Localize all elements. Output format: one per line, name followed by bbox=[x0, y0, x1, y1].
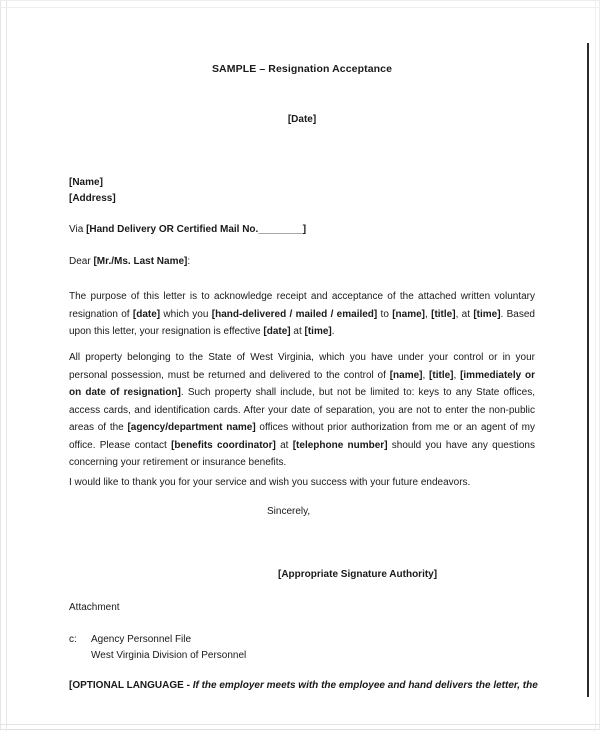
p2-placeholder-agency: [agency/department name] bbox=[127, 422, 256, 433]
p2-text-3: , bbox=[453, 369, 461, 381]
p2-text-2: , bbox=[422, 369, 430, 381]
optional-language-note bbox=[69, 680, 539, 691]
optional-language-lead: [OPTIONAL LANGUAGE - bbox=[69, 680, 193, 691]
cc-recipient-1: Agency Personnel File bbox=[91, 634, 192, 645]
salutation-name-placeholder: [Mr./Ms. Last Name] bbox=[93, 256, 188, 267]
p1-text-8: . bbox=[331, 326, 335, 337]
cc-second-row bbox=[69, 648, 246, 664]
p2-text-7: should you have any questions concerning your retirement or insurance benefits. bbox=[69, 439, 535, 468]
p1-placeholder-title: [title] bbox=[431, 308, 456, 320]
p1-text-2: which you bbox=[160, 308, 212, 320]
p2-placeholder-telephone: [telephone number] bbox=[292, 439, 388, 451]
p1-text-5: , at bbox=[455, 308, 474, 320]
p2-text-6: at bbox=[275, 439, 293, 451]
paragraph-thank-you bbox=[69, 474, 535, 492]
recipient-address: [Address] bbox=[69, 193, 116, 204]
p1-text-3: to bbox=[377, 308, 393, 320]
p1-placeholder-date-1: [date] bbox=[132, 308, 161, 320]
p2-text-1: All property belonging to the State of West Virginia, which you have under your control or in your personal possession, must be returned and delivered to the control of bbox=[69, 352, 535, 381]
closing-salutation: Sincerely, bbox=[267, 506, 311, 517]
date-placeholder: [Date] bbox=[287, 114, 317, 125]
p1-placeholder-name: [name] bbox=[392, 308, 426, 320]
via-bracketed-text: [Hand Delivery OR Certified Mail No.________] bbox=[86, 224, 307, 235]
p2-placeholder-name: [name] bbox=[389, 369, 423, 381]
p2-text-5: offices without prior authorization from me or an agent of my office. Please contact bbox=[69, 422, 535, 451]
attachment-note: Attachment bbox=[69, 602, 120, 613]
paragraph-acknowledgement bbox=[69, 288, 535, 341]
paragraph-property-return bbox=[69, 349, 535, 472]
delivery-method-line bbox=[69, 224, 306, 235]
p1-text-1: The purpose of this letter is to acknowledge receipt and acceptance of the attached written voluntary resignation of bbox=[69, 291, 535, 320]
salutation-prefix: Dear bbox=[69, 256, 94, 267]
salutation-suffix: : bbox=[187, 256, 191, 267]
p1-text-4: , bbox=[425, 308, 432, 320]
p1-text-7: at bbox=[290, 326, 305, 337]
p1-placeholder-time-1: [time] bbox=[473, 308, 501, 320]
p2-placeholder-benefits-coordinator: [benefits coordinator] bbox=[171, 439, 276, 451]
cc-label: c: bbox=[69, 634, 77, 645]
p1-placeholder-date-2: [date] bbox=[263, 326, 291, 337]
p2-placeholder-title: [title] bbox=[429, 369, 454, 381]
p3-text-1: I would like to thank you for your service and wish you success with your future endeavors. bbox=[69, 477, 471, 488]
recipient-address-block bbox=[69, 175, 116, 207]
p2-text-4: . Such property shall include, but not be limited to: keys to any State offices, access cards, and identification cards. After your date of separation, you are not to enter the non-public areas of the bbox=[69, 387, 536, 433]
carbon-copy-block bbox=[69, 632, 246, 664]
p1-placeholder-time-2: [time] bbox=[304, 326, 332, 337]
p1-text-6: . Based upon this letter, your resignation is effective bbox=[69, 308, 535, 337]
document-body bbox=[1, 1, 600, 731]
optional-language-italic: If the employer meets with the employee and hand delivers the letter, the bbox=[192, 680, 538, 691]
p2-placeholder-timing: [immediately or on date of resignation] bbox=[69, 369, 535, 398]
p1-placeholder-delivery: [hand-delivered / mailed / emailed] bbox=[211, 308, 378, 320]
document-title: SAMPLE – Resignation Acceptance bbox=[211, 63, 393, 75]
signature-authority-placeholder: [Appropriate Signature Authority] bbox=[278, 569, 438, 580]
cc-recipient-2: West Virginia Division of Personnel bbox=[91, 650, 247, 661]
via-prefix: Via bbox=[69, 224, 87, 235]
salutation-line bbox=[69, 256, 190, 267]
recipient-name: [Name] bbox=[69, 177, 103, 188]
cc-first-row bbox=[69, 632, 246, 648]
